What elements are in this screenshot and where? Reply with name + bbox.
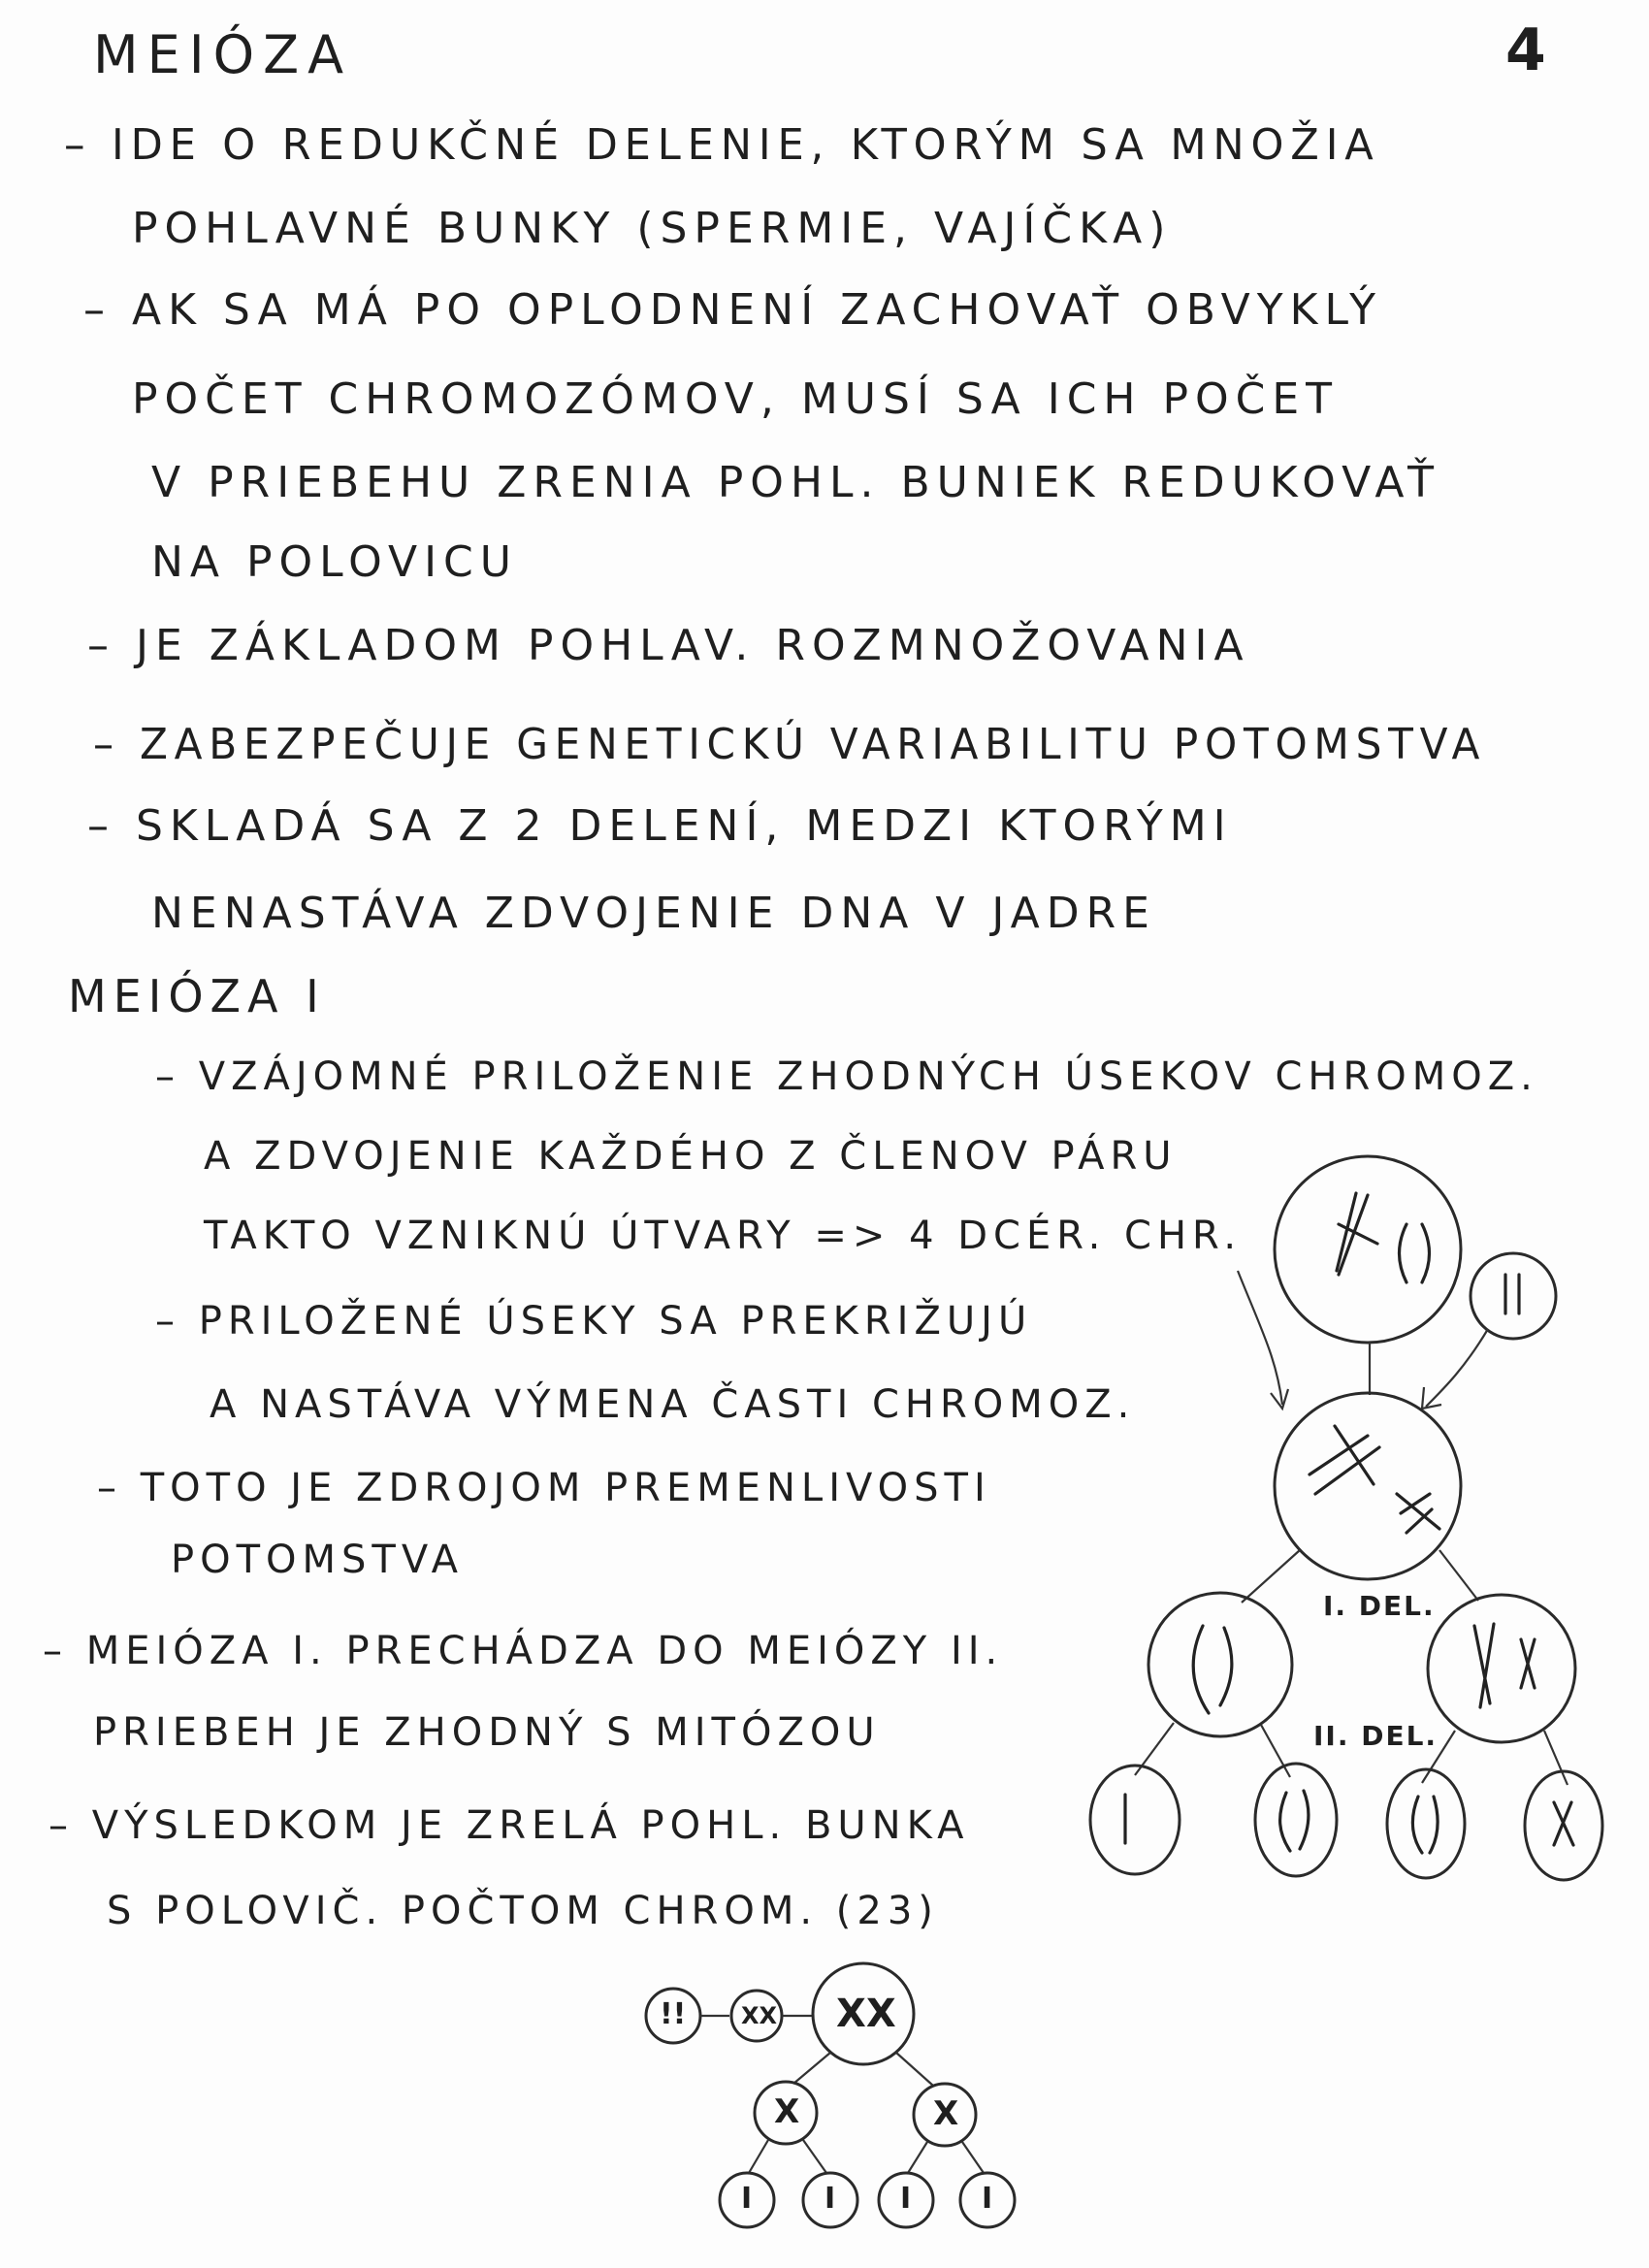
page-number: 4 [1505,16,1546,84]
section-heading: MEIÓZA I [68,970,326,1022]
note-line: V PRIEBEHU ZRENIA POHL. BUNIEK REDUKOVAŤ [151,458,1440,507]
large-cell-label: XX [836,1992,896,2036]
note-line: – ZABEZPEČUJE GENETICKÚ VARIABILITU POTOMSTVA [93,720,1487,769]
division-label-second: II. DEL. [1313,1720,1439,1752]
note-line: POHLAVNÉ BUNKY (SPERMIE, VAJÍČKA) [132,204,1173,253]
connector-line [793,2053,830,2084]
gamete-label: I [824,2182,836,2216]
note-line: – PRILOŽENÉ ÚSEKY SA PREKRIŽUJÚ [155,1299,1033,1344]
note-line: A ZDVOJENIE KAŽDÉHO Z ČLENOV PÁRU [204,1134,1178,1179]
note-line: POČET CHROMOZÓMOV, MUSÍ SA ICH POČET [132,374,1340,424]
connector-line [803,2140,826,2173]
note-line: – SKLADÁ SA Z 2 DELENÍ, MEDZI KTORÝMI [87,801,1233,851]
note-line: – VZÁJOMNÉ PRILOŽENIE ZHODNÝCH ÚSEKOV CHROMOZ. [155,1054,1538,1099]
note-line: – JE ZÁKLADOM POHLAV. ROZMNOŽOVANIA [87,621,1250,670]
connector-line [749,2140,768,2173]
gamete-label: I [982,2182,993,2216]
note-line: A NASTÁVA VÝMENA ČASTI CHROMOZ. [210,1382,1136,1427]
left-daughter-label: X [774,2092,800,2131]
middle-cell-label: XX [741,2002,778,2029]
division-label-first: I. DEL. [1323,1590,1436,1622]
note-line: POTOMSTVA [171,1538,465,1582]
note-line: – VÝSLEDKOM JE ZRELÁ POHL. BUNKA [48,1803,970,1848]
note-line: – IDE O REDUKČNÉ DELENIE, KTORÝM SA MNOŽIA [64,120,1380,170]
gamete-label: I [741,2182,753,2216]
connector-line [896,2053,933,2086]
note-line: TAKTO VZNIKNÚ ÚTVARY => 4 DCÉR. CHR. [204,1214,1243,1258]
connector-line [908,2142,927,2173]
small-cell-label: !! [660,1997,687,2031]
connector-line [962,2142,984,2173]
note-line: – TOTO JE ZDROJOM PREMENLIVOSTI [97,1466,991,1510]
note-line: – MEIÓZA I. PRECHÁDZA DO MEIÓZY II. [43,1629,1004,1673]
note-line: PRIEBEH JE ZHODNÝ S MITÓZOU [93,1710,881,1755]
note-line: – AK SA MÁ PO OPLODNENÍ ZACHOVAŤ OBVYKLÝ [83,285,1382,335]
note-line: NA POLOVICU [151,537,518,587]
right-daughter-label: X [933,2094,959,2133]
note-line: S POLOVIČ. POČTOM CHROM. (23) [107,1889,939,1933]
note-line: NENASTÁVA ZDVOJENIE DNA V JADRE [151,889,1156,938]
page-title: MEIÓZA [93,24,353,85]
gamete-label: I [900,2182,912,2216]
